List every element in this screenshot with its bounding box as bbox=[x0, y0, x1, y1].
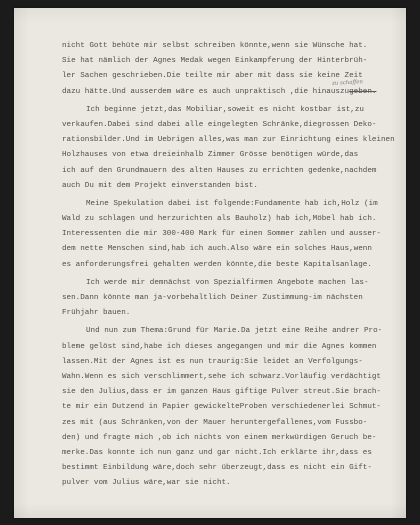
text-line: Wald zu schlagen und herzurichten als Bauholz) hab ich,Möbel hab ich. bbox=[62, 215, 377, 224]
text-line: rationsbilder.Und im Uebrigen alles,was man zur Einrichtung eines kleinen bbox=[62, 136, 395, 145]
text-line: den) und fragte mich ,ob ich nichts von einem merkwürdigen Geruch be- bbox=[62, 433, 377, 442]
text-line: Und nun zum Thema:Grund für Marie.Da jetzt eine Reihe andrer Pro- bbox=[86, 327, 383, 336]
text-line: bleme gelöst sind,habe ich dieses angegangen und mir die Agnes kommen bbox=[62, 342, 377, 351]
text-line: Meine Spekulation dabei ist folgende:Fundamente hab ich,Holz (im bbox=[86, 199, 378, 208]
text-line: Frühjahr bauen. bbox=[62, 309, 131, 318]
text-line: Wahn.Wenn es sich verschlimmert,sehe ich schwarz.Vorläufig verdächtigt bbox=[62, 372, 381, 381]
text-line: dem nette Menschen sind,hab ich auch.Also wäre ein solches Haus,wenn bbox=[62, 245, 372, 254]
text-line: ler Sachen geschrieben.Die teilte mir aber mit dass sie keine Zeit bbox=[62, 72, 363, 81]
paragraph bbox=[62, 197, 398, 273]
text-line-content: dazu hätte.Und ausserdem wäre es auch unpraktisch ,die hinauszu bbox=[62, 87, 350, 96]
letter-body bbox=[62, 39, 398, 491]
text-line: zes mit (aus Schränken,von der Mauer heruntergefallenes,vom Fussbo- bbox=[62, 418, 368, 427]
paragraph bbox=[62, 39, 398, 100]
text-line: verkaufen.Dabei sind dabei alle eingelegten Schränke,diegrossen Deko- bbox=[62, 120, 377, 129]
text-line: pulver vom Julius wäre,war sie nicht. bbox=[62, 479, 231, 488]
handwritten-annotation: zu schaffen bbox=[331, 79, 364, 87]
text-line: ich auf den Grundmauern des alten Hauses zu errichten gedenke,nachdem bbox=[62, 166, 377, 175]
text-line: nicht Gott behüte mir selbst schreiben könnte,wenn sie Wünsche hat. bbox=[62, 42, 368, 50]
text-line bbox=[62, 85, 398, 100]
text-line: Ich werde mir demnächst von Spezialfirmen Angebote machen las- bbox=[86, 278, 369, 287]
text-line: Ich beginne jetzt,das Mobiliar,soweit es nicht kostbar ist,zu bbox=[86, 105, 364, 114]
text-line: te mir ein Dutzend in Papier gewickelteProben verschiedenerlei Schmut- bbox=[62, 403, 381, 412]
struck-text: geben. bbox=[349, 87, 377, 96]
text-line: Interessenten die mir 300-400 Mark für einen Sommer zahlen und ausser- bbox=[62, 230, 381, 239]
paragraph bbox=[62, 276, 398, 322]
paragraph bbox=[62, 324, 398, 491]
text-line: auch Du mit dem Projekt einverstanden bist. bbox=[62, 181, 258, 190]
text-line: Sie hat nämlich der Agnes Medak wegen Einkampferung der Hinterbrüh- bbox=[62, 57, 368, 66]
text-line: merke.Das konnte ich nun ganz und gar nicht.Ich erklärte ihr,dass es bbox=[62, 448, 372, 457]
text-line: Holzhauses von etwa dreieinhalb Zimmer Grösse benötigen würde,das bbox=[62, 151, 359, 160]
text-line: sen.Dann könnte man ja-vorbehaltlich Deiner Zustimmung-im nächsten bbox=[62, 294, 363, 302]
text-line: sie den Julius,dass er im ganzen Haus giftige Pulver streut.Sie brach- bbox=[62, 388, 381, 397]
text-line: bestimmt Einbildung wäre,doch sehr überzeugt,dass es nicht ein Gift- bbox=[62, 464, 372, 473]
paragraph bbox=[62, 103, 398, 194]
text-line: es anforderungsfrei gehalten werden könnte,die beste Kapitalsanlage. bbox=[62, 260, 372, 269]
text-line: lassen.Mit der Agnes ist es nun traurig:Sie leidet an Verfolgungs- bbox=[62, 357, 363, 366]
